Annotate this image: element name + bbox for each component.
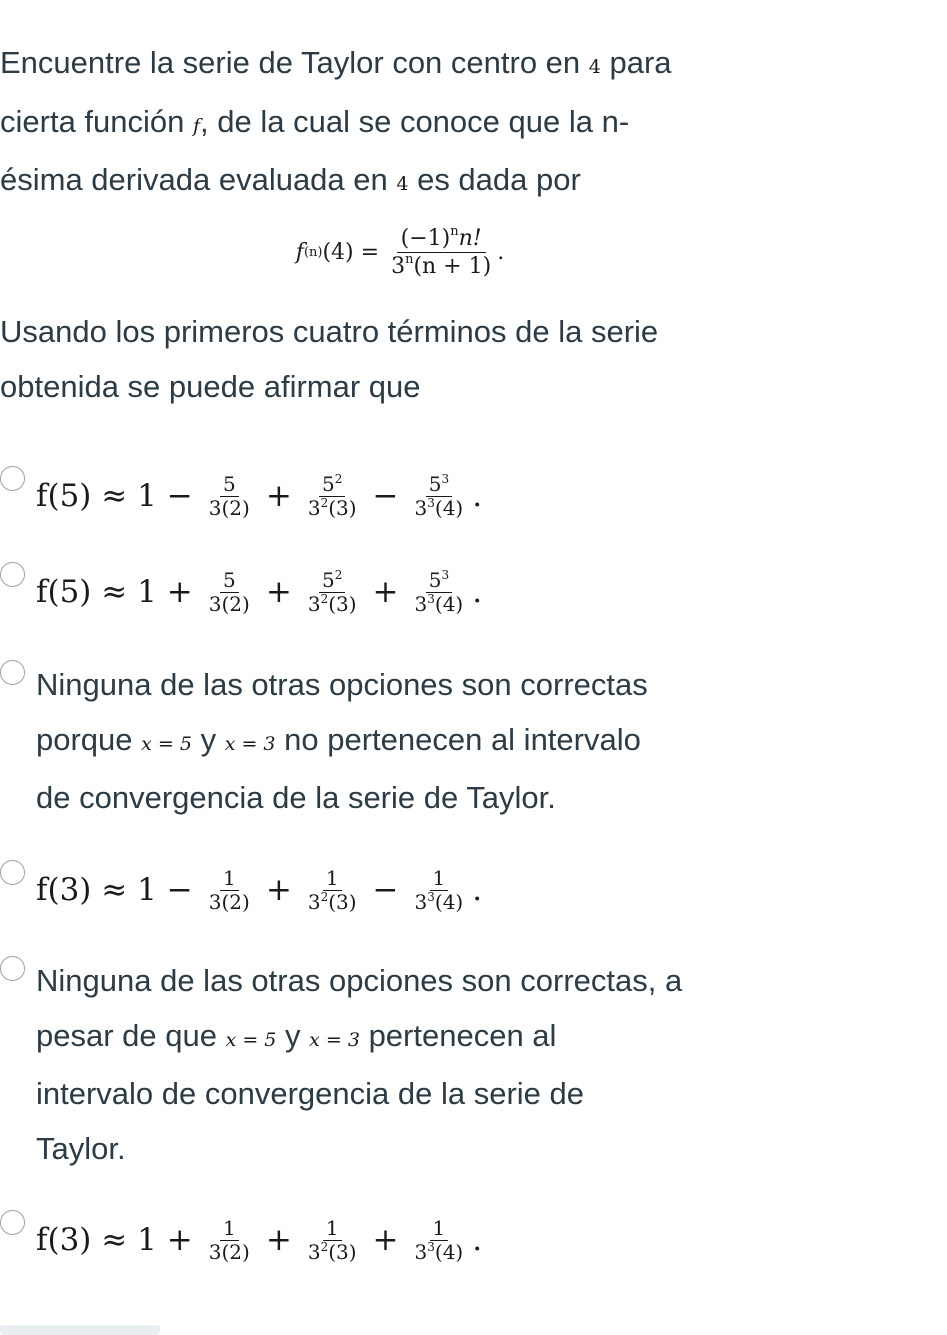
question-continuation: [0, 305, 820, 414]
num-sup: 2: [334, 567, 343, 582]
answer-line: Taylor.: [36, 1130, 126, 1166]
denominator: 3(2): [208, 495, 250, 520]
formula-num-tail: n!: [458, 226, 482, 252]
radio-button[interactable]: [0, 1210, 25, 1235]
num-sup: 2: [334, 471, 343, 486]
denominator: [411, 497, 468, 520]
operator: +: [166, 1222, 193, 1258]
question-line-2: [0, 95, 800, 154]
derivative-formula: [0, 218, 800, 286]
answer-line: intervalo de convergencia de la serie de: [36, 1076, 585, 1111]
function-symbol: f: [193, 114, 201, 137]
formula-den-base: 3: [391, 253, 406, 279]
answer-lhs: f(5) ≈ 1: [36, 478, 157, 514]
operator: −: [166, 872, 193, 908]
question-text-segment: Encuentre la serie de Taylor con centro en: [0, 45, 589, 80]
formula-den-sup: n: [405, 251, 414, 267]
denominator: [304, 1241, 361, 1264]
fraction: [411, 867, 468, 914]
den-sup: 2: [320, 591, 329, 606]
den-tail: (3): [328, 889, 357, 914]
formula-num-sup: n: [450, 224, 459, 240]
answer-line: de convergencia de la serie de Taylor.: [36, 780, 556, 815]
formula-end: .: [497, 239, 505, 265]
numerator: 1: [220, 867, 239, 891]
den-base: 3: [307, 495, 321, 520]
answer-line: Ninguna de las otras opciones son correctas, a: [36, 963, 683, 998]
formula-den-tail: (n + 1): [413, 253, 492, 279]
end-dot: .: [472, 1222, 483, 1258]
numerator: [319, 473, 345, 497]
answer-option-4[interactable]: [0, 858, 840, 924]
den-base: 3: [414, 889, 428, 914]
denominator: [304, 593, 361, 616]
den-base: 3: [307, 889, 321, 914]
answer-lhs: f(3) ≈ 1: [36, 1222, 157, 1258]
denominator: 3(2): [208, 1239, 250, 1264]
question-text-segment: ésima derivada evaluada en: [0, 162, 397, 197]
end-dot: .: [472, 872, 483, 908]
numerator: 1: [323, 1217, 342, 1241]
answer-option-3[interactable]: [0, 658, 840, 828]
answer-option-5[interactable]: [0, 954, 840, 1178]
den-base: 3: [414, 495, 428, 520]
answer-text-segment: no pertenecen al intervalo: [275, 721, 641, 757]
denominator: [411, 593, 468, 616]
center-value: 4: [588, 56, 601, 78]
radio-button[interactable]: [0, 562, 25, 587]
operator: −: [372, 872, 399, 908]
answer-line: [36, 1009, 826, 1068]
inline-math: x = 5: [225, 1028, 277, 1051]
answer-text-segment: pertenecen al: [359, 1017, 557, 1053]
num-base: 5: [428, 471, 442, 496]
denominator: [304, 497, 361, 520]
question-line-4: Usando los primeros cuatro términos de la serie: [0, 314, 659, 349]
answer-text-segment: pesar de que: [36, 1017, 226, 1053]
formula-lhs: f: [295, 239, 304, 265]
formula-lhs-sup: (n): [303, 244, 323, 260]
operator: −: [372, 478, 399, 514]
question-text-segment: es dada por: [408, 162, 581, 197]
fraction: [205, 569, 254, 616]
question-line-3: [0, 153, 800, 212]
den-sup: 3: [427, 495, 435, 510]
den-base: 3: [307, 591, 321, 616]
radio-button[interactable]: [0, 956, 25, 981]
answer-option-1[interactable]: [0, 462, 840, 528]
den-sup: 2: [320, 1239, 329, 1254]
radio-button[interactable]: [0, 860, 25, 885]
num-sup: 3: [441, 567, 450, 582]
question-line-5: obtenida se puede afirmar que: [0, 368, 421, 404]
den-base: 3: [307, 1239, 321, 1264]
numerator: [220, 473, 239, 497]
num-base: 5: [428, 567, 442, 592]
num-base: 5: [322, 471, 335, 496]
den-sup: 3: [427, 889, 435, 904]
answer-option-6[interactable]: [0, 1208, 840, 1274]
answer-text-segment: y: [191, 721, 225, 757]
answer-option-2[interactable]: [0, 560, 840, 626]
numerator: 1: [430, 867, 449, 891]
answer-line: [36, 713, 826, 772]
num-base: 5: [322, 567, 335, 592]
formula-numerator: [397, 225, 486, 252]
den-tail: (4): [434, 889, 464, 914]
formula-lhs-arg: (4) =: [322, 239, 380, 265]
operator: −: [166, 478, 193, 514]
fraction: [205, 1217, 254, 1264]
operator: +: [372, 574, 399, 610]
fraction: [304, 473, 361, 520]
numerator: 1: [323, 867, 342, 891]
operator: +: [265, 478, 292, 514]
answer-text-segment: y: [276, 1017, 310, 1053]
end-dot: .: [472, 478, 483, 514]
operator: +: [372, 1222, 399, 1258]
num-base: 5: [222, 471, 236, 496]
numerator: [319, 569, 345, 593]
fraction: [205, 867, 254, 914]
answer-lhs: f(3) ≈ 1: [36, 872, 157, 908]
operator: +: [265, 872, 292, 908]
fraction: [411, 1217, 468, 1264]
den-tail: (4): [434, 591, 464, 616]
den-base: 3: [414, 591, 428, 616]
end-dot: .: [472, 574, 483, 610]
operator: +: [265, 1222, 292, 1258]
question-line-1: [0, 36, 800, 95]
fraction: [205, 473, 254, 520]
fraction: [304, 867, 361, 914]
inline-math: x = 3: [309, 1028, 360, 1051]
formula-denominator: [387, 253, 495, 279]
inline-math: x = 5: [141, 732, 192, 755]
numerator: [426, 473, 452, 497]
answer-math: [36, 860, 482, 920]
den-sup: 2: [320, 495, 329, 510]
denominator: 3(2): [208, 591, 250, 616]
answer-math: [36, 562, 482, 622]
den-sup: 3: [427, 591, 435, 606]
den-sup: 2: [320, 889, 329, 904]
num-sup: 3: [441, 471, 450, 486]
den-tail: (4): [434, 1239, 464, 1264]
bottom-bar: [0, 1325, 160, 1335]
denominator: 3(2): [208, 889, 250, 914]
operator: +: [265, 574, 292, 610]
num-base: 5: [222, 567, 236, 592]
den-tail: (3): [328, 1239, 357, 1264]
den-base: 3: [414, 1239, 428, 1264]
radio-button[interactable]: [0, 660, 25, 685]
numerator: [220, 569, 239, 593]
answer-text: [36, 954, 826, 1176]
denominator: [411, 1241, 468, 1264]
answer-math: [36, 466, 482, 526]
formula-num-base: (−1): [400, 226, 451, 252]
numerator: 1: [430, 1217, 449, 1241]
formula-fraction: [387, 225, 495, 279]
den-tail: (3): [328, 495, 357, 520]
question-text-segment: , de la cual se conoce que la n-: [200, 103, 630, 139]
question-text-segment: para: [600, 45, 672, 80]
question-text-segment: cierta función: [0, 103, 193, 139]
answer-text: [36, 658, 826, 826]
numerator: 1: [220, 1217, 239, 1241]
fraction: [411, 473, 468, 520]
den-tail: (3): [328, 591, 357, 616]
center-value: 4: [396, 173, 409, 195]
denominator: [304, 891, 361, 914]
inline-math: x = 3: [224, 732, 276, 755]
operator: +: [166, 574, 193, 610]
den-sup: 3: [427, 1239, 435, 1254]
answer-lhs: f(5) ≈ 1: [36, 574, 157, 610]
answer-math: [36, 1210, 482, 1270]
numerator: [426, 569, 452, 593]
fraction: [304, 1217, 361, 1264]
radio-button[interactable]: [0, 466, 25, 491]
den-tail: (4): [434, 495, 464, 520]
answer-line: Ninguna de las otras opciones son correctas: [36, 667, 648, 702]
fraction: [304, 569, 361, 616]
denominator: [411, 891, 468, 914]
fraction: [411, 569, 468, 616]
question-text: [0, 36, 800, 212]
answer-text-segment: porque: [36, 721, 142, 757]
